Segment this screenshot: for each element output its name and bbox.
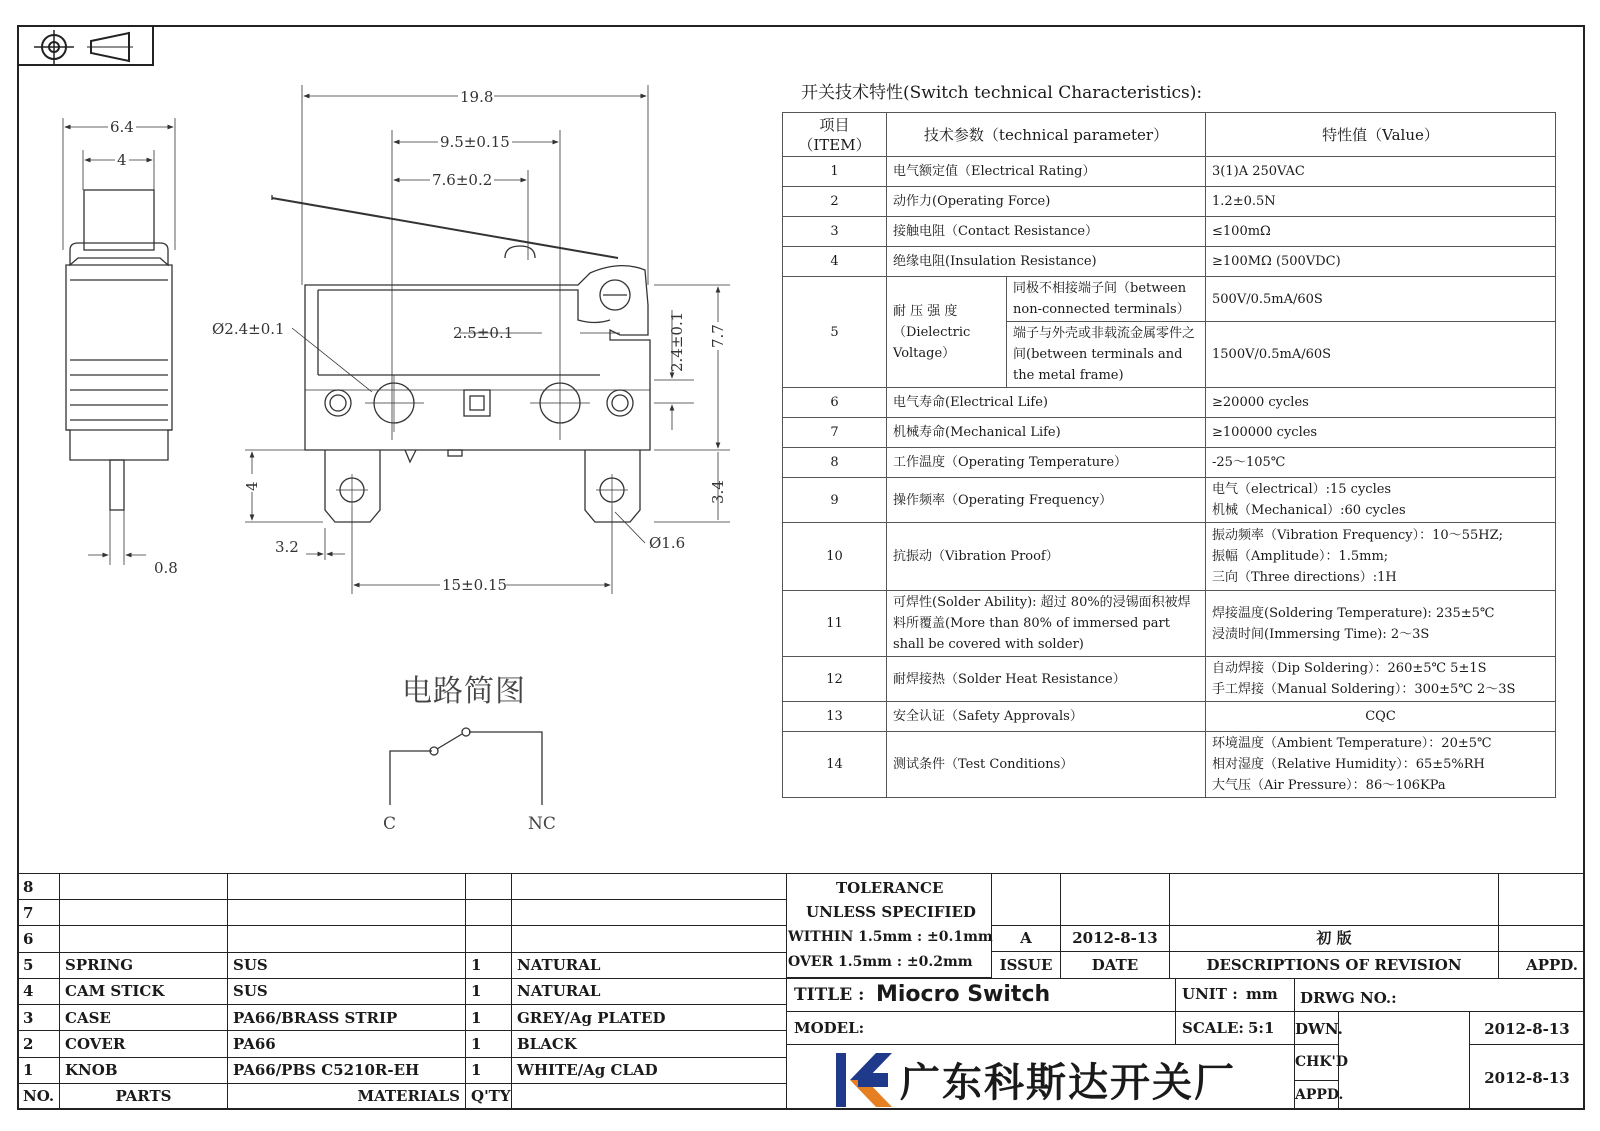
row-no: 5 — [783, 277, 887, 388]
side-view — [63, 118, 175, 565]
svg-text:9.5±0.15: 9.5±0.15 — [440, 133, 510, 151]
row-no: 7 — [783, 418, 887, 448]
rev-blank — [991, 873, 1061, 926]
tolerance-line-4: OVER 1.5mm : ±0.2mm — [788, 954, 973, 970]
row-no: 8 — [783, 448, 887, 478]
dwn-label: DWN. — [1294, 1011, 1339, 1045]
row-value: ≥20000 cycles — [1206, 388, 1556, 418]
row-param: 测试条件（Test Conditions） — [887, 732, 1206, 798]
svg-text:4: 4 — [243, 481, 261, 491]
bom-part: SPRING — [60, 952, 228, 978]
bom-material — [228, 926, 466, 952]
bom-material: SUS — [228, 952, 466, 978]
circuit-label-c: C — [383, 814, 397, 834]
bom-material: PA66/BRASS STRIP — [228, 1005, 466, 1031]
tolerance-line-3: WITHIN 1.5mm : ±0.1mm — [788, 929, 993, 945]
issue-value: A — [991, 925, 1061, 952]
row-param: 操作频率（Operating Frequency） — [887, 478, 1206, 523]
header-item: 项目 （ITEM） — [783, 113, 887, 157]
bom-finish — [512, 926, 787, 952]
row-no: 14 — [783, 732, 887, 798]
bom-qty: 1 — [466, 1005, 512, 1031]
rev-blank — [1498, 873, 1585, 926]
bom-qty — [466, 874, 512, 900]
bom-qty: 1 — [466, 1057, 512, 1083]
switch-drawing — [0, 0, 780, 860]
rev-blank — [1169, 873, 1499, 926]
bom-header-blank — [512, 1083, 787, 1109]
side-view-dims — [108, 117, 178, 577]
bom-qty: 1 — [466, 952, 512, 978]
row-no: 6 — [783, 388, 887, 418]
company-logo-icon — [836, 1053, 892, 1107]
row-no: 4 — [783, 247, 887, 277]
bom-finish — [512, 900, 787, 926]
row-subparam: 同极不相接端子间（between non-connected terminals） — [1007, 277, 1206, 322]
svg-text:Ø2.4±0.1: Ø2.4±0.1 — [212, 320, 285, 338]
bom-no: 1 — [18, 1057, 60, 1083]
bom-material: SUS — [228, 978, 466, 1004]
row-value: 3(1)A 250VAC — [1206, 157, 1556, 187]
svg-text:15±0.15: 15±0.15 — [442, 576, 508, 594]
row-subparam: 端子与外壳或非载流金属零件之间(between terminals and the metal frame) — [1007, 322, 1206, 388]
bom-part — [60, 926, 228, 952]
row-value: 自动焊接（Dip Soldering）：260±5℃ 5±1S 手工焊接（Manual Soldering）：300±5℃ 2～3S — [1206, 657, 1556, 702]
bom-qty — [466, 926, 512, 952]
svg-text:2.4±0.1: 2.4±0.1 — [668, 311, 686, 372]
header-value: 特性值（Value） — [1206, 113, 1556, 157]
scale-label: SCALE: — [1182, 1019, 1244, 1037]
drwg-label: DRWG NO.: — [1300, 989, 1397, 1007]
appd-value — [1498, 925, 1585, 952]
model-label: MODEL: — [794, 1019, 865, 1037]
title-value: Miocro Switch — [876, 982, 1051, 1007]
svg-text:4: 4 — [117, 151, 127, 169]
row-value: ≤100mΩ — [1206, 217, 1556, 247]
row-param: 工作温度（Operating Temperature） — [887, 448, 1206, 478]
bom-part — [60, 900, 228, 926]
row-value: 电气（electrical）:15 cycles 机械（Mechanical）:60 cycles — [1206, 478, 1556, 523]
row-param: 绝缘电阻(Insulation Resistance) — [887, 247, 1206, 277]
svg-text:19.8: 19.8 — [460, 88, 494, 106]
bom-no: 7 — [18, 900, 60, 926]
header-param: 技术参数（technical parameter） — [887, 113, 1206, 157]
svg-text:0.8: 0.8 — [154, 559, 178, 577]
bom-part: COVER — [60, 1031, 228, 1057]
rev-blank — [1060, 873, 1170, 926]
row-value: 500V/0.5mA/60S — [1206, 277, 1556, 322]
circuit-title: 电路简图 — [402, 674, 526, 709]
row-no: 2 — [783, 187, 887, 217]
bom-table — [17, 873, 787, 1110]
appd-label: APPD. — [1498, 951, 1585, 979]
row-param: 电气寿命(Electrical Life) — [887, 388, 1206, 418]
tolerance-line-1: TOLERANCE — [836, 879, 944, 897]
svg-text:7.7: 7.7 — [709, 324, 727, 348]
scale-value: 5:1 — [1248, 1019, 1275, 1037]
appd2-label: APPD. — [1294, 1080, 1339, 1110]
row-no: 10 — [783, 523, 887, 591]
bom-material: PA66 — [228, 1031, 466, 1057]
svg-text:3.4: 3.4 — [709, 480, 727, 504]
bom-finish: WHITE/Ag CLAD — [512, 1057, 787, 1083]
company-name: 广东科斯达开关厂 — [900, 1060, 1236, 1106]
bom-material — [228, 874, 466, 900]
row-no: 11 — [783, 591, 887, 657]
spec-table — [782, 112, 1556, 798]
row-no: 12 — [783, 657, 887, 702]
bom-material — [228, 900, 466, 926]
bom-material: PA66/PBS C5210R-EH — [228, 1057, 466, 1083]
date-value: 2012-8-13 — [1060, 925, 1170, 952]
bom-part: CASE — [60, 1005, 228, 1031]
bom-header-qty: Q'TY — [466, 1083, 512, 1109]
unit-value: mm — [1246, 985, 1278, 1003]
svg-text:Ø1.6: Ø1.6 — [649, 534, 686, 552]
tolerance-line-2: UNLESS SPECIFIED — [806, 903, 976, 921]
bom-no: 4 — [18, 978, 60, 1004]
title-label: TITLE : — [794, 985, 865, 1005]
unit-label: UNIT : — [1182, 985, 1238, 1003]
row-param: 耐焊接热（Solder Heat Resistance） — [887, 657, 1206, 702]
row-no: 1 — [783, 157, 887, 187]
svg-text:3.2: 3.2 — [275, 538, 299, 556]
row-no: 13 — [783, 702, 887, 732]
bom-finish: GREY/Ag PLATED — [512, 1005, 787, 1031]
row-param: 电气额定值（Electrical Rating） — [887, 157, 1206, 187]
svg-text:2.5±0.1: 2.5±0.1 — [453, 324, 514, 342]
date-label: DATE — [1060, 951, 1170, 979]
row-no: 3 — [783, 217, 887, 247]
bom-qty — [466, 900, 512, 926]
row-param: 耐 压 强 度 （Dielectric Voltage） — [887, 277, 1007, 388]
bom-qty: 1 — [466, 978, 512, 1004]
svg-text:7.6±0.2: 7.6±0.2 — [432, 171, 493, 189]
row-param: 安全认证（Safety Approvals） — [887, 702, 1206, 732]
row-value: 振动频率（Vibration Frequency）：10～55HZ; 振幅（Amplitude）：1.5mm; 三向（Three directions）:1H — [1206, 523, 1556, 591]
chkd-value: 2012-8-13 — [1469, 1044, 1585, 1110]
revision-desc-label: DESCRIPTIONS OF REVISION — [1169, 951, 1499, 979]
row-value: -25～105℃ — [1206, 448, 1556, 478]
revision-desc-value: 初 版 — [1169, 925, 1499, 952]
bom-no: 8 — [18, 874, 60, 900]
bom-header-materials: MATERIALS — [228, 1083, 466, 1109]
circuit-diagram — [390, 728, 542, 805]
row-value: 环境温度（Ambient Temperature）：20±5℃ 相对湿度（Relative Humidity）：65±5%RH 大气压（Air Pressure）：86～106KPa — [1206, 732, 1556, 798]
bom-header-no: NO. — [18, 1083, 60, 1109]
row-value: 1500V/0.5mA/60S — [1206, 322, 1556, 388]
row-no: 9 — [783, 478, 887, 523]
bom-part — [60, 874, 228, 900]
row-value: 焊接温度(Soldering Temperature): 235±5℃ 浸渍时间(Immersing Time): 2～3S — [1206, 591, 1556, 657]
bom-finish: BLACK — [512, 1031, 787, 1057]
chkd-label: CHK'D — [1294, 1044, 1339, 1081]
bom-no: 6 — [18, 926, 60, 952]
issue-label: ISSUE — [991, 951, 1061, 979]
spec-title: 开关技术特性(Switch technical Characteristics): — [801, 83, 1203, 103]
row-param: 可焊性(Solder Ability): 超过 80%的浸锡面积被焊料所覆盖(More than 80% of immersed part shall be covered with solder) — [887, 591, 1206, 657]
row-param: 接触电阻（Contact Resistance） — [887, 217, 1206, 247]
bom-part: KNOB — [60, 1057, 228, 1083]
row-param: 动作力(Operating Force) — [887, 187, 1206, 217]
title-block — [786, 873, 1585, 1110]
bom-qty: 1 — [466, 1031, 512, 1057]
bom-finish — [512, 874, 787, 900]
svg-text:6.4: 6.4 — [110, 118, 134, 136]
dwn-value: 2012-8-13 — [1469, 1011, 1585, 1045]
bom-no: 2 — [18, 1031, 60, 1057]
row-value: 1.2±0.5N — [1206, 187, 1556, 217]
bom-no: 5 — [18, 952, 60, 978]
bom-no: 3 — [18, 1005, 60, 1031]
bom-part: CAM STICK — [60, 978, 228, 1004]
row-value: ≥100000 cycles — [1206, 418, 1556, 448]
bom-finish: NATURAL — [512, 978, 787, 1004]
row-param: 抗振动（Vibration Proof） — [887, 523, 1206, 591]
bom-finish: NATURAL — [512, 952, 787, 978]
bom-header-parts: PARTS — [60, 1083, 228, 1109]
row-value: CQC — [1206, 702, 1556, 732]
row-param: 机械寿命(Mechanical Life) — [887, 418, 1206, 448]
row-value: ≥100MΩ (500VDC) — [1206, 247, 1556, 277]
circuit-label-nc: NC — [528, 814, 556, 834]
